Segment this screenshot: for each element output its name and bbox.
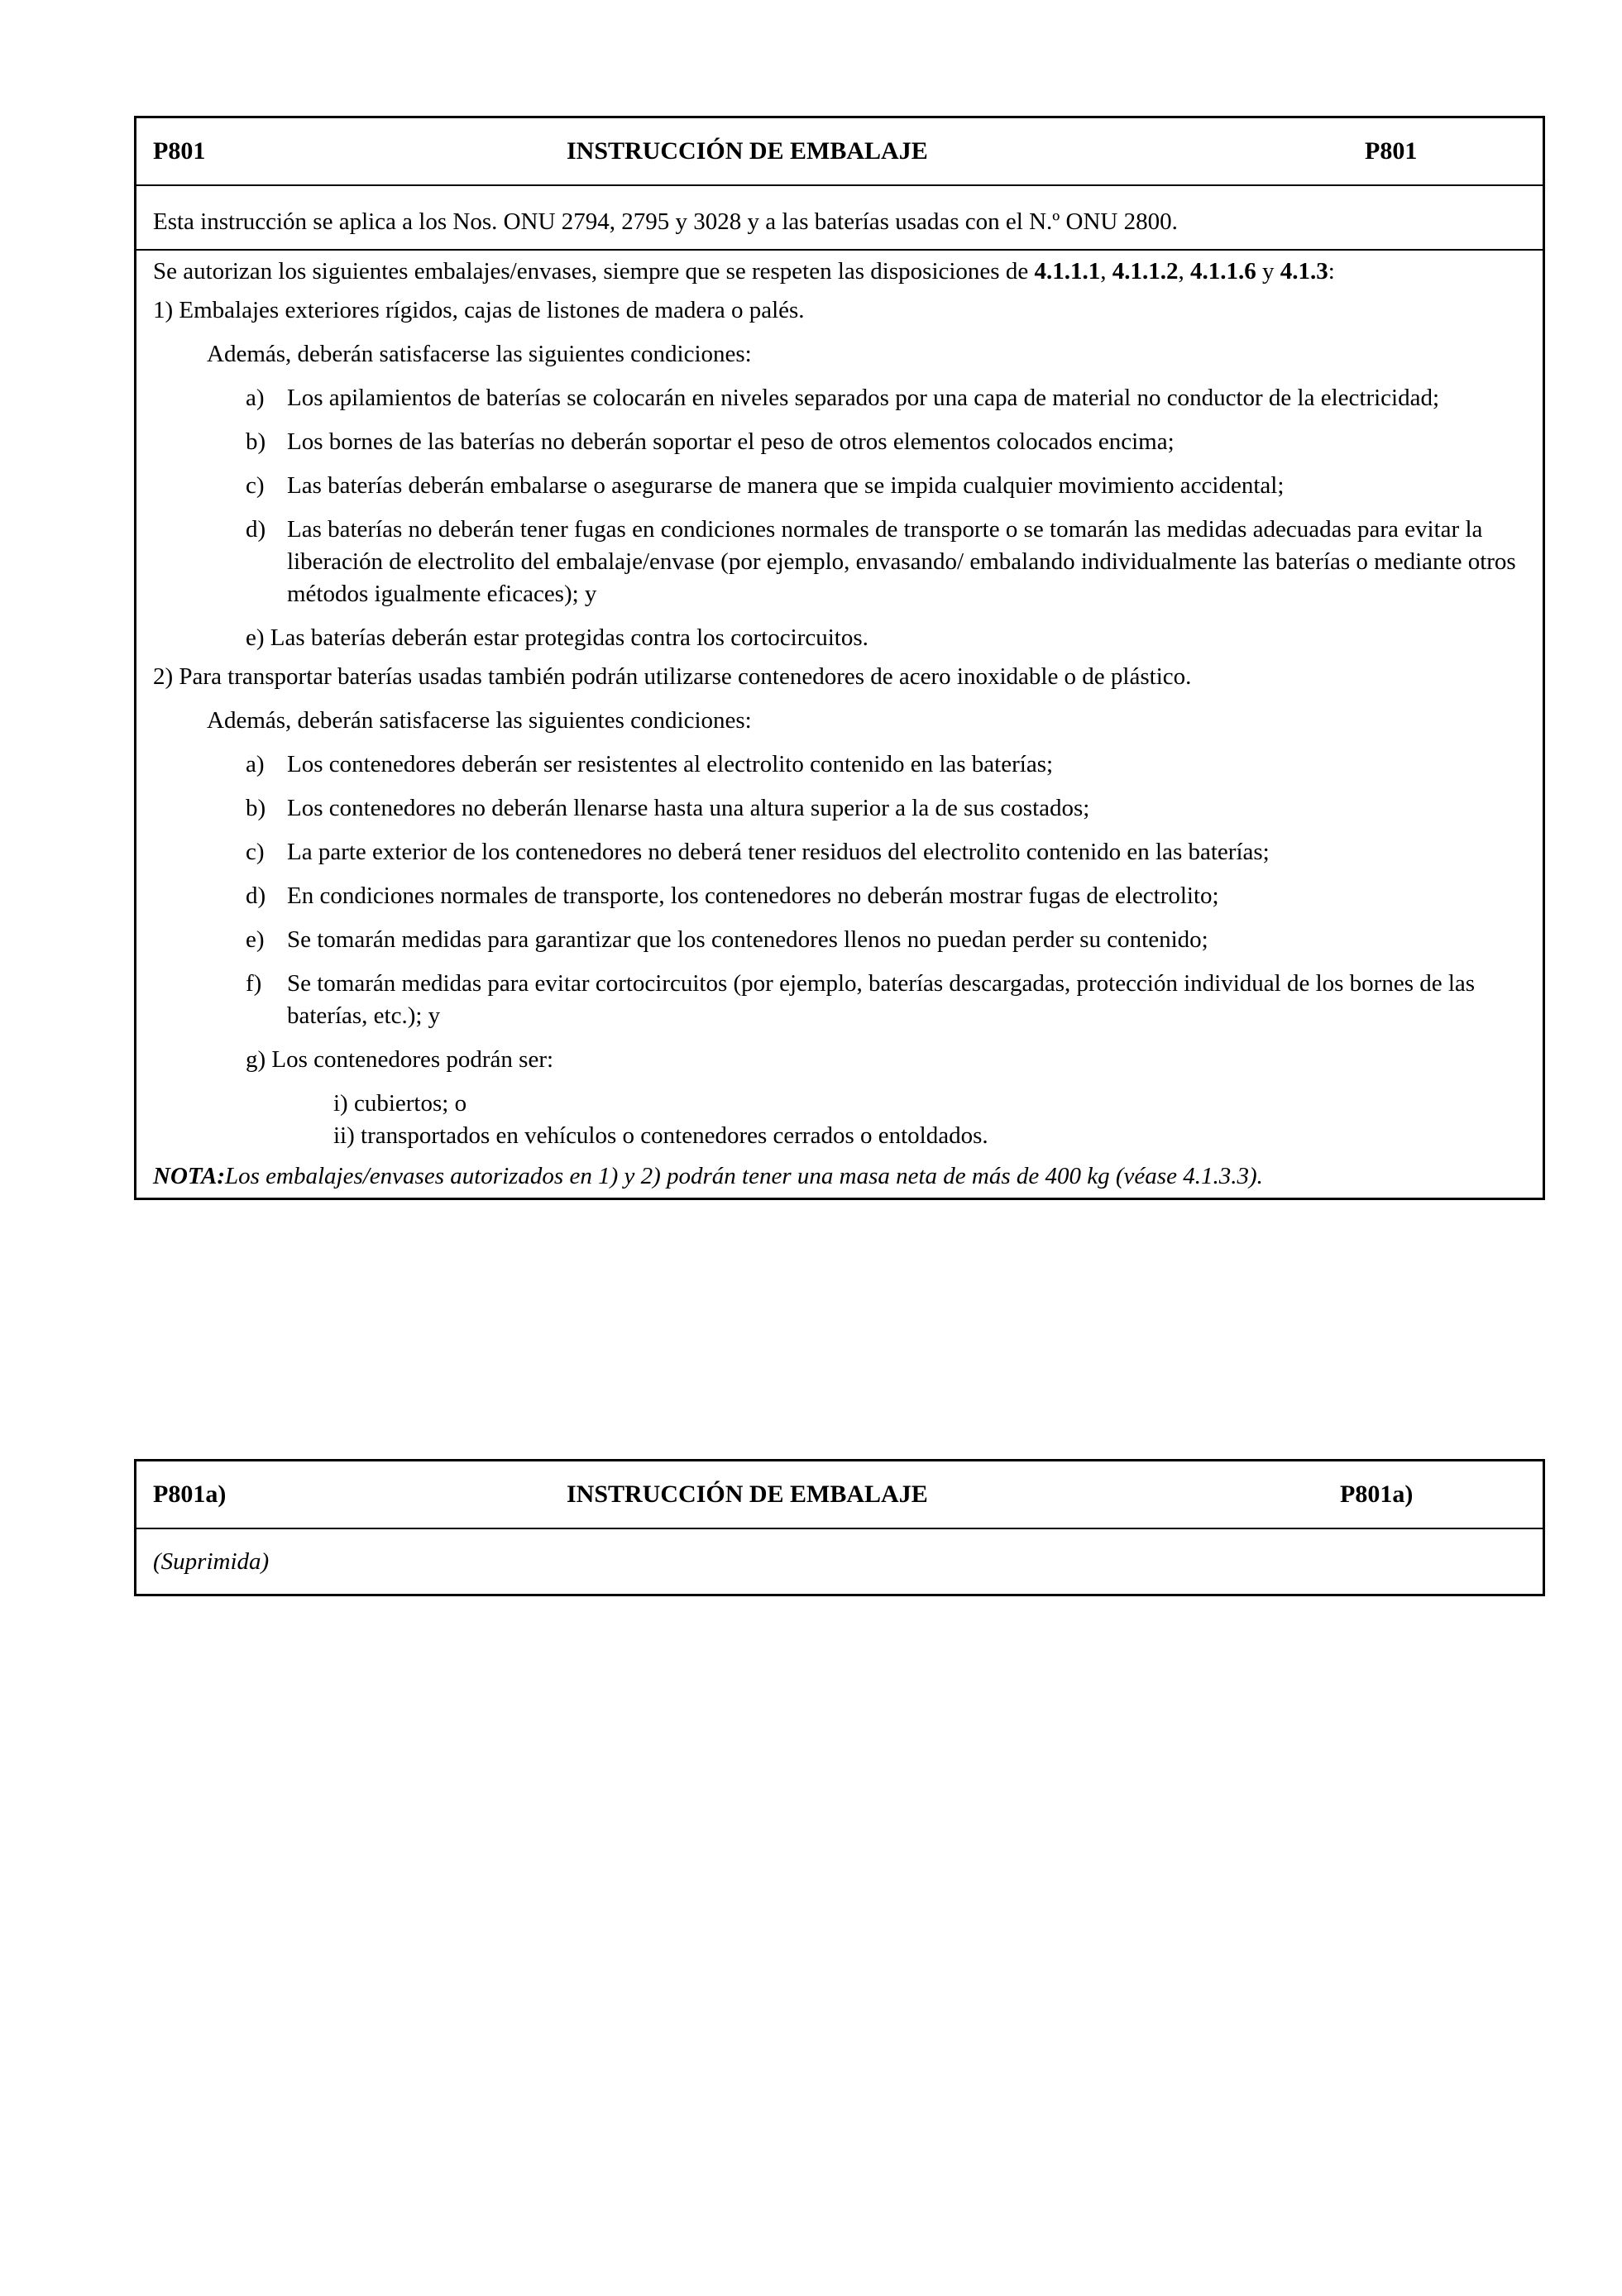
item-text: Se tomarán medidas para evitar cortocircuitos (por ejemplo, baterías descargadas, protección individual de los bornes de las baterías, etc.); y — [287, 970, 1476, 1029]
section-2-heading: 2) Para transportar baterías usadas también podrán utilizarse contenedores de acero inoxidable o de plástico. — [153, 663, 1192, 690]
section-2-item — [246, 924, 1526, 956]
item-text: Se tomarán medidas para garantizar que los contenedores llenos no puedan perder su contenido; — [287, 926, 1208, 953]
instruction-code-right: P801 — [1365, 137, 1418, 165]
section-1-item — [246, 382, 1526, 414]
section-2-item — [246, 749, 1526, 781]
deleted-text: (Suprimida) — [153, 1548, 270, 1575]
section-1-item-e: e) Las baterías deberán estar protegidas contra los cortocircuitos. — [246, 624, 868, 651]
note-text: Los embalajes/envases autorizados en 1) y 2) podrán tener una masa neta de más de 400 kg (véase 4.1.3.3). — [225, 1163, 1263, 1189]
item-text: Las baterías deberán embalarse o asegurarse de manera que se impida cualquier movimiento accidental; — [287, 472, 1285, 499]
item-text: La parte exterior de los contenedores no deberá tener residuos del electrolito contenido en las baterías; — [287, 839, 1270, 865]
packing-instruction-p801 — [134, 116, 1545, 1200]
item-label: d) — [246, 883, 266, 909]
item-label: d) — [246, 516, 266, 543]
intro-text: Se autorizan los siguientes embalajes/envases, siempre que se respeten las disposiciones de — [153, 258, 1035, 285]
ref-link: 4.1.1.1 — [1034, 258, 1101, 285]
note-label: NOTA: — [153, 1163, 225, 1189]
ref-link: 4.1.1.6 — [1189, 258, 1256, 285]
intro-end: : — [1328, 258, 1335, 285]
section-1-item — [246, 470, 1526, 502]
packing-instruction-p801a — [134, 1459, 1545, 1596]
section-1-item — [246, 514, 1526, 610]
item-label: b) — [246, 795, 266, 821]
item-label: a) — [246, 385, 265, 411]
applicability-row — [136, 186, 1543, 251]
provisions-body — [136, 251, 1543, 1198]
note — [153, 1160, 1526, 1193]
section-1-heading: 1) Embalajes exteriores rígidos, cajas de listones de madera o palés. — [153, 297, 805, 323]
intro-separator: y — [1256, 258, 1280, 285]
item-label: e) — [246, 926, 265, 953]
instruction-code-right: P801a) — [1340, 1480, 1414, 1508]
item-text: Las baterías no deberán tener fugas en condiciones normales de transporte o se tomarán las medidas adecuadas para evitar la liberación de electrolito del embalaje/envase (por ejemplo, envasando/ embalando individualmente las baterías o mediante otros métodos igualmente eficaces); y — [287, 516, 1516, 607]
item-text: En condiciones normales de transporte, los contenedores no deberán mostrar fugas de electrolito; — [287, 883, 1219, 909]
instruction-title: INSTRUCCIÓN DE EMBALAJE — [567, 1480, 928, 1508]
section-2-item — [246, 880, 1526, 912]
item-label: b) — [246, 428, 266, 455]
instruction-code-left: P801 — [153, 137, 206, 165]
provisions-intro — [153, 256, 1526, 288]
section-2-item-g: g) Los contenedores podrán ser: — [246, 1046, 554, 1073]
section-1-item — [246, 426, 1526, 458]
intro-separator: , — [1178, 258, 1190, 285]
ref-link: 4.1.1.2 — [1112, 258, 1179, 285]
item-text: Los apilamientos de baterías se colocarán en niveles separados por una capa de material no conductor de la electricidad; — [287, 385, 1440, 411]
intro-separator: , — [1100, 258, 1112, 285]
instruction-body — [136, 1529, 1543, 1594]
instruction-header — [136, 1461, 1543, 1529]
section-2-item — [246, 836, 1526, 868]
section-1-subheading: Además, deberán satisfacerse las siguientes condiciones: — [207, 341, 752, 367]
instruction-code-left: P801a) — [153, 1480, 227, 1508]
section-2-item — [246, 792, 1526, 825]
section-2-item — [246, 968, 1526, 1032]
item-text: Los contenedores no deberán llenarse hasta una altura superior a la de sus costados; — [287, 795, 1090, 821]
item-label: f) — [246, 970, 262, 997]
item-label: a) — [246, 751, 265, 777]
item-label: c) — [246, 472, 265, 499]
ref-link: 4.1.3 — [1280, 258, 1328, 285]
item-label: c) — [246, 839, 265, 865]
subitem: i) cubiertos; o — [333, 1090, 467, 1117]
item-text: Los contenedores deberán ser resistentes al electrolito contenido en las baterías; — [287, 751, 1054, 777]
section-2-subheading: Además, deberán satisfacerse las siguientes condiciones: — [207, 707, 752, 734]
applicability-text: Esta instrucción se aplica a los Nos. ONU 2794, 2795 y 3028 y a las baterías usadas con el N.º ONU 2800. — [153, 208, 1178, 235]
section-2-subitems — [333, 1088, 1526, 1152]
item-text: Los bornes de las baterías no deberán soportar el peso de otros elementos colocados encima; — [287, 428, 1175, 455]
instruction-title: INSTRUCCIÓN DE EMBALAJE — [567, 137, 928, 165]
subitem: ii) transportados en vehículos o contenedores cerrados o entoldados. — [333, 1122, 988, 1149]
instruction-header — [136, 118, 1543, 186]
